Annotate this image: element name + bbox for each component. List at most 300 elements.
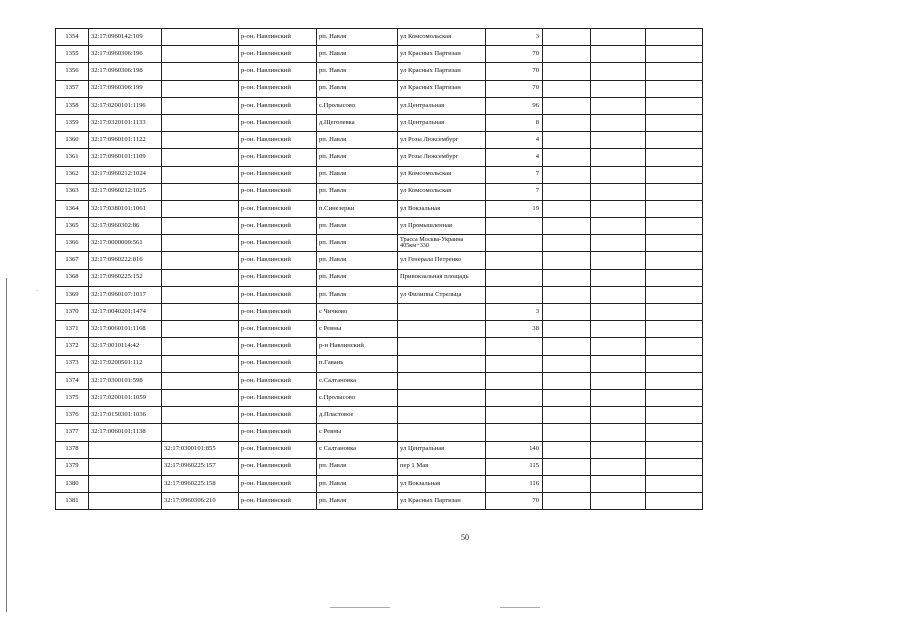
empty-cell bbox=[543, 458, 591, 475]
land-registry-table bbox=[55, 28, 703, 510]
settlement-cell: рп. Навля bbox=[317, 252, 398, 269]
empty-cell bbox=[646, 269, 703, 286]
cadastral-number-alt-cell bbox=[162, 149, 239, 166]
district-cell: р-он. Навлинский bbox=[239, 200, 317, 217]
empty-cell bbox=[591, 29, 646, 46]
district-cell: р-он. Навлинский bbox=[239, 132, 317, 149]
district-cell: р-он. Навлинский bbox=[239, 63, 317, 80]
settlement-cell: с Ревны bbox=[317, 424, 398, 441]
empty-cell bbox=[591, 235, 646, 252]
row-number-cell: 1354 bbox=[56, 29, 89, 46]
row-number-cell: 1371 bbox=[56, 321, 89, 338]
table-row bbox=[56, 286, 703, 303]
cadastral-number-alt-cell bbox=[162, 183, 239, 200]
cadastral-number-alt-cell bbox=[162, 80, 239, 97]
empty-cell bbox=[591, 46, 646, 63]
cadastral-number-alt-cell bbox=[162, 218, 239, 235]
street-cell: Трасса Москва-Украина 405км+330 bbox=[398, 235, 486, 252]
empty-cell bbox=[646, 218, 703, 235]
street-cell: ул Красных Партизан bbox=[398, 46, 486, 63]
table-row bbox=[56, 132, 703, 149]
row-number-cell: 1370 bbox=[56, 304, 89, 321]
street-cell bbox=[398, 407, 486, 424]
street-cell: ул Розы Люксембург bbox=[398, 149, 486, 166]
district-cell: р-он. Навлинский bbox=[239, 458, 317, 475]
empty-cell bbox=[646, 389, 703, 406]
area-cell bbox=[486, 372, 543, 389]
area-cell: 8 bbox=[486, 114, 543, 131]
table-row bbox=[56, 235, 703, 252]
area-cell bbox=[486, 355, 543, 372]
table-row bbox=[56, 424, 703, 441]
cadastral-number-alt-cell bbox=[162, 63, 239, 80]
empty-cell bbox=[543, 389, 591, 406]
table-row bbox=[56, 407, 703, 424]
row-number-cell: 1366 bbox=[56, 235, 89, 252]
area-cell: 70 bbox=[486, 63, 543, 80]
empty-cell bbox=[591, 372, 646, 389]
empty-cell bbox=[646, 149, 703, 166]
scan-noise-mark bbox=[330, 607, 390, 608]
table-row bbox=[56, 200, 703, 217]
settlement-cell: рп. Навля bbox=[317, 46, 398, 63]
table-row bbox=[56, 29, 703, 46]
table-row bbox=[56, 372, 703, 389]
cadastral-number-alt-cell bbox=[162, 389, 239, 406]
empty-cell bbox=[646, 235, 703, 252]
street-cell: ул Розы Люксембург bbox=[398, 132, 486, 149]
settlement-cell: д.Щеголевка bbox=[317, 114, 398, 131]
table-row bbox=[56, 252, 703, 269]
table-row bbox=[56, 269, 703, 286]
district-cell: р-он. Навлинский bbox=[239, 80, 317, 97]
table-row bbox=[56, 475, 703, 492]
row-number-cell: 1380 bbox=[56, 475, 89, 492]
empty-cell bbox=[646, 29, 703, 46]
district-cell: р-он. Навлинский bbox=[239, 372, 317, 389]
row-number-cell: 1381 bbox=[56, 493, 89, 510]
row-number-cell: 1367 bbox=[56, 252, 89, 269]
cadastral-number-alt-cell bbox=[162, 235, 239, 252]
area-cell bbox=[486, 269, 543, 286]
table-row bbox=[56, 166, 703, 183]
cadastral-number-alt-cell bbox=[162, 372, 239, 389]
empty-cell bbox=[543, 46, 591, 63]
cadastral-number-alt-cell bbox=[162, 114, 239, 131]
empty-cell bbox=[646, 338, 703, 355]
cadastral-number-alt-cell bbox=[162, 166, 239, 183]
district-cell: р-он. Навлинский bbox=[239, 166, 317, 183]
cadastral-number-cell: 32:17:0960306:196 bbox=[89, 46, 162, 63]
street-cell: ул Центральная bbox=[398, 114, 486, 131]
area-cell: 115 bbox=[486, 458, 543, 475]
street-cell: ул Красных Партизан bbox=[398, 80, 486, 97]
cadastral-number-cell: 32:17:0960107:1017 bbox=[89, 286, 162, 303]
area-cell: 38 bbox=[486, 321, 543, 338]
table-row bbox=[56, 218, 703, 235]
cadastral-number-alt-cell bbox=[162, 269, 239, 286]
cadastral-number-cell: 32:17:0060101:1168 bbox=[89, 321, 162, 338]
area-cell: 70 bbox=[486, 80, 543, 97]
row-number-cell: 1362 bbox=[56, 166, 89, 183]
empty-cell bbox=[591, 321, 646, 338]
cadastral-number-cell bbox=[89, 458, 162, 475]
scan-margin-mark: · bbox=[36, 287, 39, 295]
settlement-cell: д.Пластовое bbox=[317, 407, 398, 424]
empty-cell bbox=[646, 46, 703, 63]
district-cell: р-он. Навлинский bbox=[239, 355, 317, 372]
empty-cell bbox=[591, 475, 646, 492]
empty-cell bbox=[646, 114, 703, 131]
cadastral-number-alt-cell bbox=[162, 97, 239, 114]
row-number-cell: 1364 bbox=[56, 200, 89, 217]
cadastral-number-alt-cell bbox=[162, 29, 239, 46]
table-row bbox=[56, 441, 703, 458]
street-cell: ул Центральная bbox=[398, 441, 486, 458]
area-cell bbox=[486, 235, 543, 252]
empty-cell bbox=[543, 269, 591, 286]
empty-cell bbox=[646, 475, 703, 492]
settlement-cell: рп. Навля bbox=[317, 63, 398, 80]
district-cell: р-он. Навлинский bbox=[239, 235, 317, 252]
empty-cell bbox=[646, 355, 703, 372]
district-cell: р-он. Навлинский bbox=[239, 321, 317, 338]
cadastral-number-cell: 32:17:0060101:1138 bbox=[89, 424, 162, 441]
empty-cell bbox=[543, 63, 591, 80]
table-row bbox=[56, 46, 703, 63]
street-cell bbox=[398, 424, 486, 441]
empty-cell bbox=[646, 372, 703, 389]
street-cell bbox=[398, 304, 486, 321]
empty-cell bbox=[591, 338, 646, 355]
empty-cell bbox=[543, 355, 591, 372]
table-row bbox=[56, 493, 703, 510]
district-cell: р-он. Навлинский bbox=[239, 286, 317, 303]
table-row bbox=[56, 338, 703, 355]
scan-noise-mark bbox=[500, 607, 540, 608]
empty-cell bbox=[543, 286, 591, 303]
empty-cell bbox=[543, 407, 591, 424]
settlement-cell: рп. Навля bbox=[317, 80, 398, 97]
empty-cell bbox=[591, 269, 646, 286]
row-number-cell: 1378 bbox=[56, 441, 89, 458]
table-row bbox=[56, 149, 703, 166]
cadastral-number-cell: 32:17:0000000:561 bbox=[89, 235, 162, 252]
empty-cell bbox=[543, 321, 591, 338]
empty-cell bbox=[646, 132, 703, 149]
empty-cell bbox=[646, 286, 703, 303]
empty-cell bbox=[543, 493, 591, 510]
cadastral-number-cell: 32:17:0960142:109 bbox=[89, 29, 162, 46]
area-cell: 19 bbox=[486, 200, 543, 217]
empty-cell bbox=[543, 132, 591, 149]
cadastral-number-alt-cell: 32:17:0960225:157 bbox=[162, 458, 239, 475]
row-number-cell: 1365 bbox=[56, 218, 89, 235]
cadastral-number-alt-cell bbox=[162, 304, 239, 321]
empty-cell bbox=[646, 80, 703, 97]
row-number-cell: 1376 bbox=[56, 407, 89, 424]
area-cell bbox=[486, 252, 543, 269]
empty-cell bbox=[543, 200, 591, 217]
area-cell: 4 bbox=[486, 149, 543, 166]
settlement-cell: с Ревны bbox=[317, 321, 398, 338]
empty-cell bbox=[543, 372, 591, 389]
area-cell bbox=[486, 407, 543, 424]
street-cell: ул Красных Партизан bbox=[398, 63, 486, 80]
row-number-cell: 1375 bbox=[56, 389, 89, 406]
row-number-cell: 1355 bbox=[56, 46, 89, 63]
empty-cell bbox=[646, 200, 703, 217]
settlement-cell: с Чичково bbox=[317, 304, 398, 321]
area-cell bbox=[486, 218, 543, 235]
district-cell: р-он. Навлинский bbox=[239, 269, 317, 286]
table-row bbox=[56, 304, 703, 321]
area-cell bbox=[486, 338, 543, 355]
cadastral-number-cell: 32:17:0960212:1025 bbox=[89, 183, 162, 200]
row-number-cell: 1363 bbox=[56, 183, 89, 200]
cadastral-number-alt-cell bbox=[162, 200, 239, 217]
table-row bbox=[56, 458, 703, 475]
empty-cell bbox=[646, 304, 703, 321]
empty-cell bbox=[591, 355, 646, 372]
cadastral-number-cell: 32:17:0380101:1061 bbox=[89, 200, 162, 217]
empty-cell bbox=[591, 424, 646, 441]
row-number-cell: 1360 bbox=[56, 132, 89, 149]
cadastral-number-cell: 32:17:0960225:152 bbox=[89, 269, 162, 286]
empty-cell bbox=[646, 424, 703, 441]
district-cell: р-он. Навлинский bbox=[239, 407, 317, 424]
area-cell: 70 bbox=[486, 493, 543, 510]
table-row bbox=[56, 97, 703, 114]
cadastral-number-cell: 32:17:0200101:1196 bbox=[89, 97, 162, 114]
cadastral-number-cell: 32:17:0040201:1474 bbox=[89, 304, 162, 321]
cadastral-number-cell: 32:17:0320101:1133 bbox=[89, 114, 162, 131]
empty-cell bbox=[646, 441, 703, 458]
cadastral-number-alt-cell bbox=[162, 286, 239, 303]
empty-cell bbox=[543, 218, 591, 235]
empty-cell bbox=[646, 407, 703, 424]
cadastral-number-cell: 32:17:0150301:1036 bbox=[89, 407, 162, 424]
empty-cell bbox=[646, 183, 703, 200]
row-number-cell: 1357 bbox=[56, 80, 89, 97]
area-cell: 96 bbox=[486, 97, 543, 114]
area-cell bbox=[486, 389, 543, 406]
table-row bbox=[56, 389, 703, 406]
table-row bbox=[56, 80, 703, 97]
row-number-cell: 1379 bbox=[56, 458, 89, 475]
cadastral-number-alt-cell bbox=[162, 321, 239, 338]
empty-cell bbox=[591, 218, 646, 235]
table-row bbox=[56, 355, 703, 372]
empty-cell bbox=[543, 475, 591, 492]
settlement-cell: рп. Навля bbox=[317, 132, 398, 149]
empty-cell bbox=[591, 493, 646, 510]
table-row bbox=[56, 321, 703, 338]
settlement-cell: рп. Навля bbox=[317, 458, 398, 475]
street-cell bbox=[398, 321, 486, 338]
area-cell: 4 bbox=[486, 132, 543, 149]
area-cell bbox=[486, 286, 543, 303]
row-number-cell: 1374 bbox=[56, 372, 89, 389]
row-number-cell: 1377 bbox=[56, 424, 89, 441]
empty-cell bbox=[543, 252, 591, 269]
empty-cell bbox=[646, 493, 703, 510]
empty-cell bbox=[543, 424, 591, 441]
cadastral-number-alt-cell bbox=[162, 338, 239, 355]
street-cell: ул Вокзальная bbox=[398, 475, 486, 492]
cadastral-number-cell: 32:17:0300101:598 bbox=[89, 372, 162, 389]
row-number-cell: 1361 bbox=[56, 149, 89, 166]
row-number-cell: 1372 bbox=[56, 338, 89, 355]
street-cell: Привокзальная площадь bbox=[398, 269, 486, 286]
district-cell: р-он. Навлинский bbox=[239, 252, 317, 269]
street-cell: ул.Центральная bbox=[398, 97, 486, 114]
area-cell: 7 bbox=[486, 166, 543, 183]
table-row bbox=[56, 114, 703, 131]
district-cell: р-он. Навлинский bbox=[239, 114, 317, 131]
street-cell bbox=[398, 372, 486, 389]
cadastral-number-alt-cell: 32:17:0960306:210 bbox=[162, 493, 239, 510]
empty-cell bbox=[543, 338, 591, 355]
empty-cell bbox=[646, 252, 703, 269]
district-cell: р-он. Навлинский bbox=[239, 441, 317, 458]
row-number-cell: 1369 bbox=[56, 286, 89, 303]
settlement-cell: рп. Навля bbox=[317, 218, 398, 235]
settlement-cell: с.Пролысово bbox=[317, 389, 398, 406]
empty-cell bbox=[591, 200, 646, 217]
district-cell: р-он. Навлинский bbox=[239, 424, 317, 441]
cadastral-number-cell bbox=[89, 441, 162, 458]
area-cell: 116 bbox=[486, 475, 543, 492]
empty-cell bbox=[591, 114, 646, 131]
street-cell: ул Комсомольская bbox=[398, 183, 486, 200]
cadastral-number-cell: 32:17:0960302:86 bbox=[89, 218, 162, 235]
area-cell: 3 bbox=[486, 304, 543, 321]
street-cell: ул Комсомольская bbox=[398, 29, 486, 46]
area-cell: 140 bbox=[486, 441, 543, 458]
empty-cell bbox=[591, 149, 646, 166]
cadastral-number-cell: 32:17:0960101:1122 bbox=[89, 132, 162, 149]
empty-cell bbox=[543, 166, 591, 183]
street-cell: ул Генерала Петренко bbox=[398, 252, 486, 269]
settlement-cell: рп. Навля bbox=[317, 269, 398, 286]
cadastral-number-cell: 32:17:0960306:198 bbox=[89, 63, 162, 80]
district-cell: р-он. Навлинский bbox=[239, 475, 317, 492]
cadastral-number-alt-cell bbox=[162, 46, 239, 63]
cadastral-number-cell: 32:17:0960101:1109 bbox=[89, 149, 162, 166]
cadastral-number-alt-cell bbox=[162, 407, 239, 424]
empty-cell bbox=[591, 304, 646, 321]
street-cell: ул Красных Партизан bbox=[398, 493, 486, 510]
settlement-cell: р-н Навлинский bbox=[317, 338, 398, 355]
empty-cell bbox=[591, 166, 646, 183]
cadastral-number-alt-cell: 32:17:0300101:855 bbox=[162, 441, 239, 458]
cadastral-number-alt-cell: 32:17:0960225:158 bbox=[162, 475, 239, 492]
cadastral-number-alt-cell bbox=[162, 252, 239, 269]
empty-cell bbox=[646, 321, 703, 338]
settlement-cell: рп. Навля bbox=[317, 29, 398, 46]
settlement-cell: рп. Навля bbox=[317, 286, 398, 303]
street-cell: ул Промышленная bbox=[398, 218, 486, 235]
settlement-cell: с Салтановка bbox=[317, 441, 398, 458]
empty-cell bbox=[543, 149, 591, 166]
settlement-cell: с.Пролысово bbox=[317, 97, 398, 114]
street-cell: пер 1 Мая bbox=[398, 458, 486, 475]
empty-cell bbox=[543, 29, 591, 46]
page-number: 50 bbox=[461, 533, 469, 542]
cadastral-number-cell: 32:17:0010114:42 bbox=[89, 338, 162, 355]
empty-cell bbox=[543, 80, 591, 97]
empty-cell bbox=[591, 183, 646, 200]
settlement-cell: рп. Навля bbox=[317, 493, 398, 510]
empty-cell bbox=[543, 235, 591, 252]
street-cell bbox=[398, 338, 486, 355]
district-cell: р-он. Навлинский bbox=[239, 389, 317, 406]
row-number-cell: 1358 bbox=[56, 97, 89, 114]
empty-cell bbox=[591, 252, 646, 269]
row-number-cell: 1373 bbox=[56, 355, 89, 372]
cadastral-number-cell: 32:17:0960306:199 bbox=[89, 80, 162, 97]
empty-cell bbox=[543, 304, 591, 321]
empty-cell bbox=[591, 286, 646, 303]
district-cell: р-он. Навлинский bbox=[239, 218, 317, 235]
district-cell: р-он. Навлинский bbox=[239, 29, 317, 46]
empty-cell bbox=[543, 114, 591, 131]
cadastral-number-alt-cell bbox=[162, 355, 239, 372]
row-number-cell: 1356 bbox=[56, 63, 89, 80]
cadastral-number-alt-cell bbox=[162, 132, 239, 149]
scan-margin-line bbox=[6, 278, 7, 612]
cadastral-number-cell: 32:17:0200101:1059 bbox=[89, 389, 162, 406]
empty-cell bbox=[646, 458, 703, 475]
empty-cell bbox=[591, 97, 646, 114]
district-cell: р-он. Навлинский bbox=[239, 149, 317, 166]
district-cell: р-он. Навлинский bbox=[239, 97, 317, 114]
street-cell: ул Комсомольская bbox=[398, 166, 486, 183]
street-cell: ул Филиппа Стрельца bbox=[398, 286, 486, 303]
empty-cell bbox=[591, 63, 646, 80]
settlement-cell: рп. Навля bbox=[317, 475, 398, 492]
settlement-cell: рп. Навля bbox=[317, 183, 398, 200]
empty-cell bbox=[543, 441, 591, 458]
row-number-cell: 1359 bbox=[56, 114, 89, 131]
district-cell: р-он. Навлинский bbox=[239, 338, 317, 355]
cadastral-number-cell bbox=[89, 493, 162, 510]
district-cell: р-он. Навлинский bbox=[239, 183, 317, 200]
empty-cell bbox=[646, 63, 703, 80]
cadastral-number-cell: 32:17:0200501:112 bbox=[89, 355, 162, 372]
table-body bbox=[56, 29, 703, 510]
cadastral-number-cell bbox=[89, 475, 162, 492]
row-number-cell: 1368 bbox=[56, 269, 89, 286]
empty-cell bbox=[543, 97, 591, 114]
area-cell bbox=[486, 424, 543, 441]
empty-cell bbox=[591, 132, 646, 149]
settlement-cell: рп. Навля bbox=[317, 149, 398, 166]
empty-cell bbox=[591, 441, 646, 458]
cadastral-number-alt-cell bbox=[162, 424, 239, 441]
empty-cell bbox=[591, 80, 646, 97]
district-cell: р-он. Навлинский bbox=[239, 46, 317, 63]
district-cell: р-он. Навлинский bbox=[239, 493, 317, 510]
empty-cell bbox=[591, 458, 646, 475]
empty-cell bbox=[646, 97, 703, 114]
settlement-cell: рп. Навля bbox=[317, 166, 398, 183]
empty-cell bbox=[646, 166, 703, 183]
street-cell bbox=[398, 389, 486, 406]
table-row bbox=[56, 183, 703, 200]
street-cell: ул Вокзальная bbox=[398, 200, 486, 217]
